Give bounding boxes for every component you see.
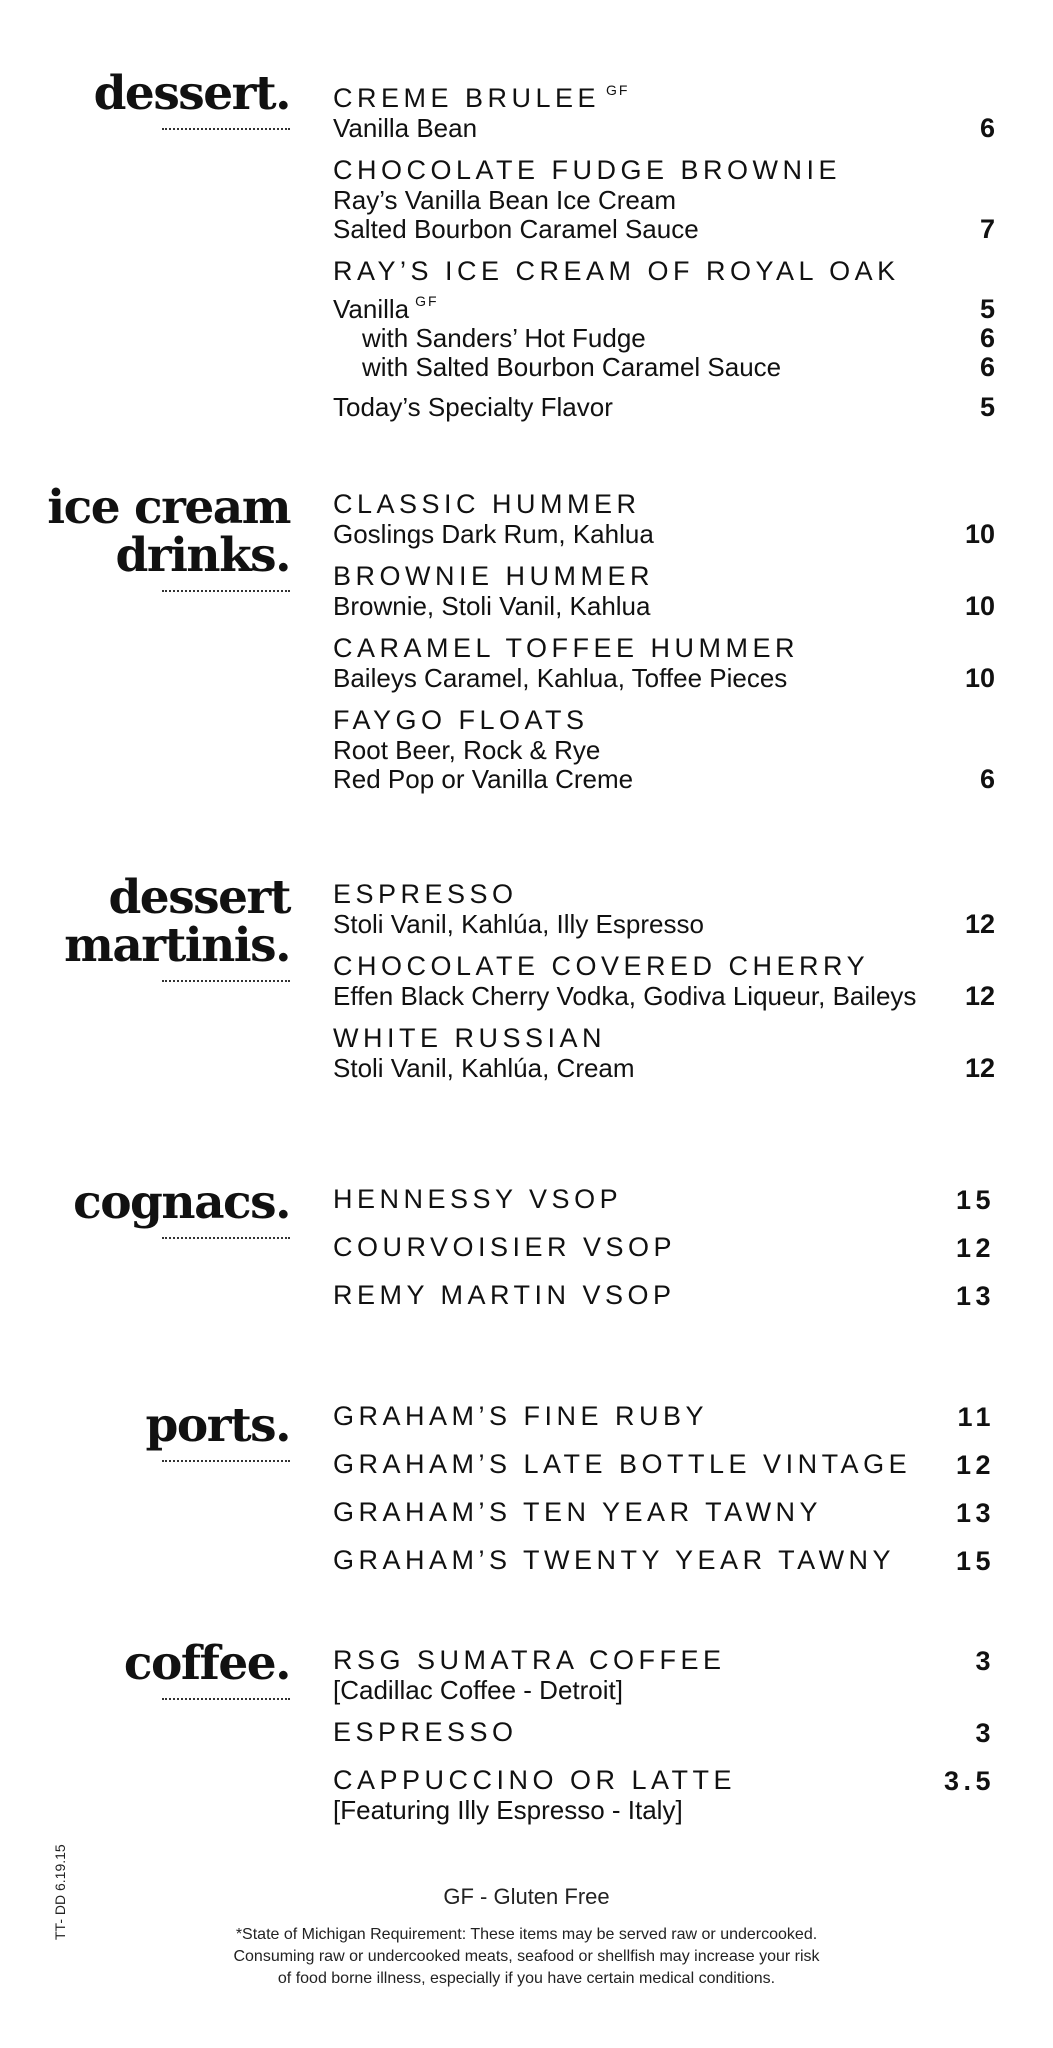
menu-item <box>333 704 995 794</box>
menu-item <box>333 878 995 939</box>
section-heading <box>145 1398 290 1462</box>
item-name-row <box>333 74 995 114</box>
menu-item <box>333 488 995 549</box>
item-price: 13 <box>955 1498 995 1528</box>
item-description-row <box>333 324 995 353</box>
item-name: GRAHAM’S TWENTY YEAR TAWNY <box>333 1545 896 1575</box>
item-description-row <box>333 114 995 143</box>
item-name: CREME BRULEE <box>333 83 601 113</box>
item-description: [Featuring Illy Espresso - Italy] <box>333 1795 683 1825</box>
section-heading-line: ice cream <box>47 480 290 535</box>
item-name: RAY’S ICE CREAM OF ROYAL OAK <box>333 256 900 286</box>
item-name-row <box>333 704 995 736</box>
item-name: WHITE RUSSIAN <box>333 1023 607 1053</box>
item-name: BROWNIE HUMMER <box>333 561 654 591</box>
dotted-divider <box>162 590 290 592</box>
michigan-disclaimer <box>0 1924 1053 1990</box>
section-heading-line: ports. <box>145 1398 290 1453</box>
item-description: Goslings Dark Rum, Kahlua <box>333 519 654 549</box>
item-list <box>333 1400 995 1592</box>
item-description-row <box>333 1054 995 1083</box>
item-price: 12 <box>964 981 995 1011</box>
item-name-row <box>333 154 995 186</box>
item-description-row <box>333 215 995 244</box>
item-price: 10 <box>964 519 995 549</box>
item-name: HENNESSY VSOP <box>333 1184 623 1214</box>
item-name-row <box>333 1544 995 1576</box>
section-heading-line: drinks. <box>115 528 290 583</box>
menu-item <box>333 1764 995 1825</box>
item-description: Vanilla <box>333 294 410 324</box>
item-name-row <box>333 878 995 910</box>
menu-item <box>333 1716 995 1748</box>
item-name: CLASSIC HUMMER <box>333 489 641 519</box>
item-description: Baileys Caramel, Kahlua, Toffee Pieces <box>333 663 788 693</box>
item-description-row <box>333 353 995 382</box>
section-heading-line: martinis. <box>64 918 290 973</box>
item-description: Stoli Vanil, Kahlúa, Cream <box>333 1053 635 1083</box>
item-description-row <box>333 186 995 215</box>
item-name-row <box>333 1231 995 1263</box>
item-name: RSG SUMATRA COFFEE <box>333 1645 726 1675</box>
item-name-row <box>333 1400 995 1432</box>
gluten-free-tag: GF <box>606 82 630 98</box>
item-name: ESPRESSO <box>333 879 518 909</box>
item-name-row <box>333 950 995 982</box>
item-description: Red Pop or Vanilla Creme <box>333 764 634 794</box>
item-description: Ray’s Vanilla Bean Ice Cream <box>333 185 676 215</box>
item-description: Effen Black Cherry Vodka, Godiva Liqueur, Baileys <box>333 981 917 1011</box>
section-heading <box>93 66 290 130</box>
item-name: COURVOISIER VSOP <box>333 1232 677 1262</box>
dotted-divider <box>162 980 290 982</box>
section-heading <box>73 1175 290 1239</box>
item-name-row <box>333 1644 995 1676</box>
item-price: 11 <box>957 1402 995 1432</box>
section-heading-line: coffee. <box>123 1636 290 1691</box>
item-price: 12 <box>955 1233 995 1263</box>
item-name-row <box>333 1448 995 1480</box>
document-code: TT- DD 6.19.15 <box>52 1844 68 1940</box>
disclaimer-line: Consuming raw or undercooked meats, seafood or shellfish may increase your risk <box>233 1948 820 1965</box>
item-list <box>333 1644 995 1836</box>
item-name-row <box>333 1183 995 1215</box>
item-price: 15 <box>955 1546 995 1576</box>
section-heading-line: dessert. <box>93 66 290 121</box>
item-name: CHOCOLATE FUDGE BROWNIE <box>333 155 842 185</box>
item-name: GRAHAM’S TEN YEAR TAWNY <box>333 1497 823 1527</box>
item-name: REMY MARTIN VSOP <box>333 1280 676 1310</box>
menu-item <box>333 1400 995 1432</box>
item-list <box>333 488 995 805</box>
menu-item <box>333 560 995 621</box>
item-name-row <box>333 488 995 520</box>
menu-item <box>333 1644 995 1705</box>
item-list <box>333 1183 995 1327</box>
item-description: Salted Bourbon Caramel Sauce <box>333 214 699 244</box>
item-price: 6 <box>979 764 995 794</box>
item-price: 12 <box>964 909 995 939</box>
item-description-row <box>333 1796 995 1825</box>
item-description-row <box>333 736 995 765</box>
item-name-row <box>333 1022 995 1054</box>
item-price: 3 <box>975 1646 995 1676</box>
section-heading <box>47 480 290 592</box>
item-name: FAYGO FLOATS <box>333 705 589 735</box>
menu-item <box>333 1544 995 1576</box>
gluten-free-tag: GF <box>415 293 439 309</box>
item-price: 5 <box>979 294 995 324</box>
disclaimer-line: *State of Michigan Requirement: These items may be served raw or undercooked. <box>235 1926 818 1943</box>
menu-item <box>333 1231 995 1263</box>
menu-item <box>333 632 995 693</box>
item-price: 6 <box>979 323 995 353</box>
item-description-row <box>333 520 995 549</box>
section-heading-line: cognacs. <box>73 1175 290 1230</box>
item-name-row <box>333 1279 995 1311</box>
item-name-row <box>333 1764 995 1796</box>
item-name: GRAHAM’S FINE RUBY <box>333 1401 709 1431</box>
dotted-divider <box>162 1237 290 1239</box>
section-heading <box>64 870 290 982</box>
item-list <box>333 74 995 433</box>
item-description-row <box>333 664 995 693</box>
dotted-divider <box>162 128 290 130</box>
disclaimer-line: of food borne illness, especially if you have certain medical conditions. <box>277 1970 776 1987</box>
item-price: 3.5 <box>943 1766 995 1796</box>
item-price: 6 <box>979 113 995 143</box>
menu-item <box>333 1183 995 1215</box>
item-name-row <box>333 1716 995 1748</box>
item-price: 5 <box>979 392 995 422</box>
item-price: 3 <box>975 1718 995 1748</box>
item-description: Root Beer, Rock & Rye <box>333 735 601 765</box>
item-price: 6 <box>979 352 995 382</box>
item-price: 12 <box>955 1450 995 1480</box>
item-name: CARAMEL TOFFEE HUMMER <box>333 633 800 663</box>
item-price: 7 <box>979 214 995 244</box>
item-description-row <box>333 592 995 621</box>
item-name: CHOCOLATE COVERED CHERRY <box>333 951 870 981</box>
item-price: 12 <box>964 1053 995 1083</box>
menu-item <box>333 393 995 422</box>
section-heading-line: dessert <box>108 870 290 925</box>
item-price: 13 <box>955 1281 995 1311</box>
item-price: 10 <box>964 591 995 621</box>
item-name: GRAHAM’S LATE BOTTLE VINTAGE <box>333 1449 912 1479</box>
item-name: CAPPUCCINO OR LATTE <box>333 1765 737 1795</box>
menu-item <box>333 1022 995 1083</box>
gluten-free-legend: GF - Gluten Free <box>443 1884 610 1909</box>
item-description: Vanilla Bean <box>333 113 478 143</box>
item-description-row <box>333 287 995 324</box>
item-description: with Sanders’ Hot Fudge <box>362 323 646 353</box>
menu-item <box>333 255 995 382</box>
item-name-row <box>333 1496 995 1528</box>
menu-item <box>333 1496 995 1528</box>
menu-item <box>333 950 995 1011</box>
item-name-row <box>333 255 995 287</box>
item-description: Today’s Specialty Flavor <box>333 392 613 422</box>
item-description-row <box>333 765 995 794</box>
item-description-row <box>333 910 995 939</box>
item-name-row <box>333 632 995 664</box>
item-name-row <box>333 560 995 592</box>
menu-item <box>333 1279 995 1311</box>
item-price: 15 <box>955 1185 995 1215</box>
item-description: [Cadillac Coffee - Detroit] <box>333 1675 623 1705</box>
item-price: 10 <box>964 663 995 693</box>
item-description: with Salted Bourbon Caramel Sauce <box>362 352 782 382</box>
item-list <box>333 878 995 1094</box>
item-description: Brownie, Stoli Vanil, Kahlua <box>333 591 651 621</box>
dotted-divider <box>162 1460 290 1462</box>
menu-item <box>333 1448 995 1480</box>
item-name: ESPRESSO <box>333 1717 518 1747</box>
menu-item <box>333 74 995 143</box>
menu-item <box>333 154 995 244</box>
item-description-row <box>333 982 995 1011</box>
item-description: Stoli Vanil, Kahlúa, Illy Espresso <box>333 909 704 939</box>
dotted-divider <box>162 1698 290 1700</box>
item-description-row <box>333 1676 995 1705</box>
item-description-row <box>333 393 995 422</box>
section-heading <box>123 1636 290 1700</box>
